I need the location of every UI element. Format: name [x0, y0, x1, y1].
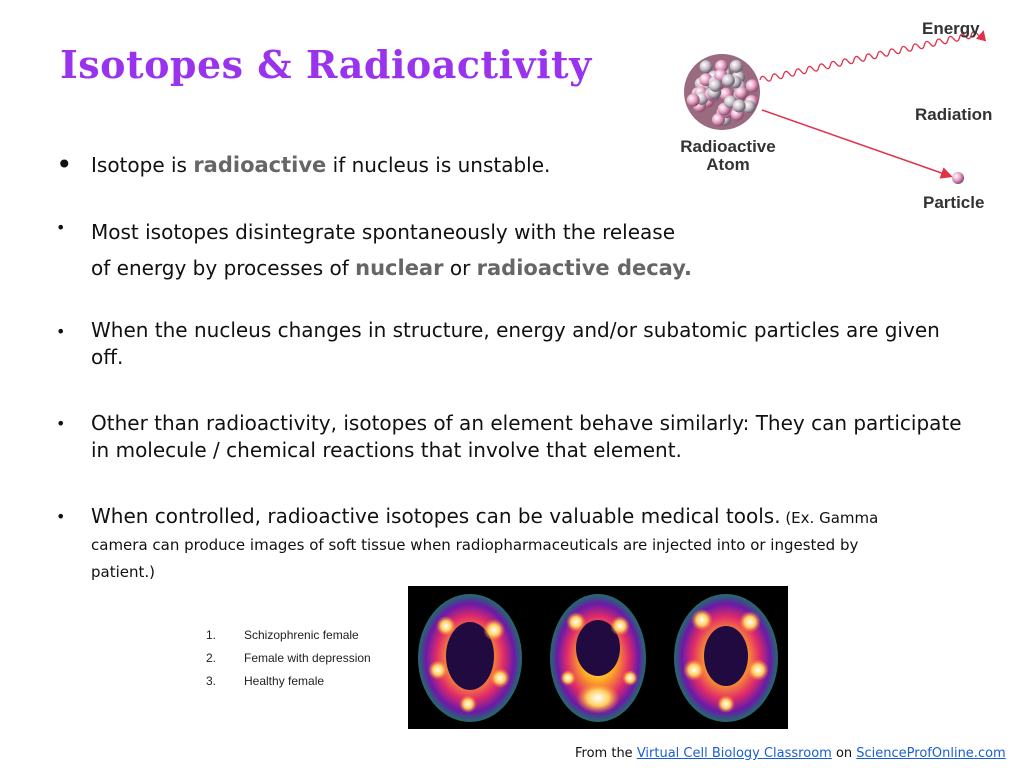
bullet-2	[91, 214, 971, 286]
nucleon-ball	[709, 79, 722, 92]
atom-label-line2: Atom	[706, 155, 750, 174]
bullet-3: When the nucleus changes in structure, energy and/or subatomic particles are given off.	[91, 318, 940, 369]
brain-scan-3	[674, 594, 778, 722]
bullet-1	[91, 152, 971, 179]
nucleon-ball	[730, 60, 743, 73]
bullet-5	[91, 503, 921, 584]
brain-scans-svg	[408, 586, 788, 729]
legend-number: 2.	[206, 651, 217, 665]
particle-label: Particle	[923, 193, 985, 212]
scan-legend	[206, 628, 371, 697]
nucleon-ball	[722, 74, 735, 87]
radiation-label: Radiation	[915, 105, 993, 124]
bullet-2-highlight-2: radioactive decay	[476, 256, 684, 280]
legend-row	[206, 674, 371, 697]
legend-label: Healthy female	[244, 674, 325, 688]
legend-label: Female with depression	[244, 651, 371, 665]
radioactive-atom-diagram	[660, 10, 1024, 220]
brain-scan-2	[550, 594, 646, 722]
virtual-cell-link[interactable]: Virtual Cell Biology Classroom	[636, 746, 832, 761]
legend-row	[206, 628, 371, 651]
energy-label: Energy	[922, 19, 980, 38]
legend-row	[206, 651, 371, 674]
brain-scan-image	[408, 586, 788, 729]
nucleon-ball	[733, 100, 746, 113]
bullet-dot: •	[56, 218, 66, 237]
bullet-1-post: if nucleus is unstable.	[326, 153, 551, 177]
footer-credit	[575, 746, 1006, 761]
legend-label: Schizophrenic female	[244, 628, 359, 642]
nucleus-icon	[684, 54, 760, 130]
atom-label-line1: Radioactive	[680, 137, 776, 156]
bullet-dot: •	[56, 414, 66, 433]
nucleon-ball	[687, 94, 700, 107]
bullet-2-line1: Most isotopes disintegrate spontaneously with the release	[91, 220, 675, 244]
bullet-1-pre: Isotope is	[91, 153, 194, 177]
bullet-2-mid: or	[443, 256, 477, 280]
scienceprofonline-link[interactable]: ScienceProfOnline.com	[856, 746, 1006, 761]
bullet-5-small: (Ex. Gamma camera can produce images of soft tissue when radiopharmaceuticals are injected into or ingested by patient.)	[91, 509, 879, 581]
bullet-dot: •	[56, 148, 73, 181]
bullet-1-highlight: radioactive	[193, 153, 327, 177]
bullet-2-highlight-1: nuclear	[355, 256, 444, 280]
footer-pre: From the	[575, 746, 637, 761]
legend-number: 1.	[206, 628, 217, 642]
page-title: Isotopes & Radioactivity	[60, 42, 592, 87]
bullet-dot: •	[56, 507, 66, 526]
brain-scan-1	[418, 594, 522, 722]
bullet-2-pre: of energy by processes of	[91, 256, 356, 280]
bullet-dot: •	[56, 322, 66, 341]
nucleon-ball	[746, 79, 759, 92]
footer-mid: on	[831, 746, 857, 761]
legend-number: 3.	[206, 674, 217, 688]
bullet-2-line2	[91, 250, 971, 286]
bullet-5-main: When controlled, radioactive isotopes can be valuable medical tools.	[91, 504, 781, 528]
bullet-4: Other than radioactivity, isotopes of an element behave similarly: They can participate in molecule / chemical reactions that involve that element.	[91, 411, 962, 462]
nucleon-ball	[700, 60, 713, 73]
bullet-2-post: .	[683, 256, 692, 280]
